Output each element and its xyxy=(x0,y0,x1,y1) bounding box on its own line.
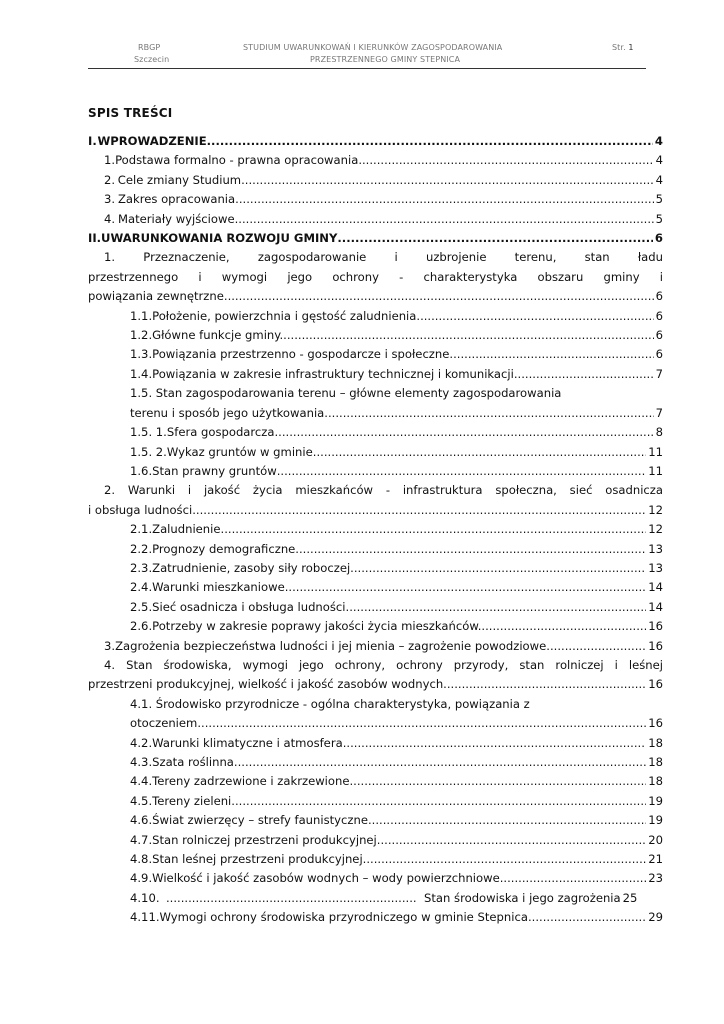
toc-entry-title: Stan prawny gruntów xyxy=(152,463,277,478)
toc-entry-title: Zakres opracowania xyxy=(117,192,236,207)
toc-entry-page: 12 xyxy=(648,522,663,537)
toc-entry[interactable] xyxy=(88,734,663,753)
toc-entry-page: 4 xyxy=(655,153,663,168)
toc-dot-leader xyxy=(349,772,646,791)
toc-entry-page: 16 xyxy=(648,619,663,634)
toc-dot-leader xyxy=(235,792,646,811)
page-header xyxy=(88,42,646,69)
toc-entry-title-line2: otoczeniem xyxy=(130,716,198,731)
toc-dot-leader xyxy=(337,229,653,248)
toc-entry-number: 1.5. 2. xyxy=(130,444,167,459)
toc-dot-leader xyxy=(275,423,654,442)
toc-dot-leader xyxy=(207,132,653,151)
toc-entry-title: Prognozy demograficzne. xyxy=(152,541,299,556)
toc-entry-title: Stan rolniczej przestrzeni produkcyjnej. xyxy=(152,832,381,847)
toc-entry[interactable] xyxy=(88,656,663,695)
toc-entry[interactable] xyxy=(88,811,663,830)
toc-entry-title: Tereny zieleni. xyxy=(152,793,235,808)
toc-dot-leader xyxy=(228,287,654,306)
toc-entry-page: 6 xyxy=(654,231,663,246)
toc-entry-title: Położenie, powierzchnia i gęstość zaludnienia. xyxy=(152,308,421,323)
toc-entry-title: Cele zmiany Studium xyxy=(117,172,242,187)
toc-entry-title: WPROWADZENIE xyxy=(97,134,207,148)
toc-dot-leader xyxy=(166,889,416,908)
header-title-line1: STUDIUM UWARUNKOWAŃ I KIERUNKÓW ZAGOSPODAROWANIA xyxy=(243,43,503,52)
toc-entry-title: Podstawa formalno - prawna opracowania xyxy=(115,153,359,168)
toc-entry[interactable] xyxy=(88,345,663,364)
toc-entry-number: 1.4. xyxy=(130,366,153,381)
toc-entry-title: Wykaz gruntów w gminie xyxy=(166,444,313,459)
toc-entry-page: 5 xyxy=(655,192,663,207)
toc-dot-leader xyxy=(235,210,654,229)
header-page-label: Str. xyxy=(612,43,626,52)
toc-dot-leader xyxy=(358,151,653,170)
toc-entry-page: 19 xyxy=(648,793,663,808)
toc-entry-title: Stan środowiska i jego zagrożenia xyxy=(424,890,621,905)
toc-entry[interactable] xyxy=(88,772,663,791)
toc-entry[interactable] xyxy=(88,559,663,578)
toc-entry-title: Sfera gospodarcza xyxy=(166,425,275,440)
toc-entry-number: 4.10. xyxy=(130,890,160,905)
header-city: Szczecin xyxy=(134,55,170,64)
toc-entry-page: 25 xyxy=(622,890,638,905)
toc-entry-number: 2.3. xyxy=(130,560,153,575)
toc-entry-page: 7 xyxy=(655,405,663,420)
toc-entry-title-line1: 4.1. Środowisko przyrodnicze - ogólna charakterystyka, powiązania z xyxy=(130,696,530,711)
toc-entry-page: 11 xyxy=(648,463,663,478)
toc-entry-number: 1.3. xyxy=(130,347,153,362)
toc-dot-leader xyxy=(349,598,646,617)
toc-entry-page: 16 xyxy=(648,638,663,653)
toc-entry[interactable] xyxy=(88,869,663,888)
toc-dot-leader xyxy=(380,831,646,850)
toc-entry-title: Powiązania przestrzenno - gospodarcze i społeczne. xyxy=(152,347,454,362)
toc-entry-page: 8 xyxy=(655,425,663,440)
toc-entry[interactable] xyxy=(88,481,663,520)
toc-dot-leader xyxy=(196,501,646,520)
toc-entry-number: 1.5. 1. xyxy=(130,425,167,440)
toc-dot-leader xyxy=(518,365,654,384)
toc-dot-leader xyxy=(447,675,646,694)
toc-entry-number: 4.5. xyxy=(130,793,153,808)
toc-dot-leader xyxy=(368,811,646,830)
toc-dot-leader xyxy=(224,520,646,539)
toc-entry[interactable] xyxy=(88,792,663,811)
toc-entry-title: Zagrożenia bezpieczeństwa ludności i jej mienia – zagrożenie powodziowe xyxy=(115,638,547,653)
toc-entry-page: 4 xyxy=(654,134,663,148)
toc-dot-leader xyxy=(481,617,646,636)
toc-entry-number: 4.4. xyxy=(130,774,153,789)
toc-entry[interactable] xyxy=(88,384,663,423)
toc-dot-leader xyxy=(328,404,654,423)
toc-dot-leader xyxy=(346,734,646,753)
toc-entry-title-line2: i obsługa ludności. xyxy=(88,502,196,517)
toc-entry[interactable] xyxy=(88,540,663,559)
toc-dot-leader xyxy=(528,908,646,927)
toc-entry[interactable] xyxy=(88,248,663,306)
toc-entry[interactable] xyxy=(88,908,663,927)
toc-entry-title: Zatrudnienie, zasoby siły roboczej. xyxy=(152,560,354,575)
toc-entry-page: 23 xyxy=(648,871,663,886)
toc-entry-title: Sieć osadnicza i obsługa ludności. xyxy=(152,599,350,614)
toc-entry-page: 18 xyxy=(648,735,663,750)
toc-entry-title-line2: przestrzennego i wymogi jego ochrony - charakterystyka obszaru gminy i xyxy=(88,269,663,284)
toc-dot-leader xyxy=(197,714,646,733)
toc-dot-leader xyxy=(546,637,646,656)
toc-entry-number: 4.9. xyxy=(130,871,153,886)
toc-entry[interactable] xyxy=(88,210,663,229)
toc-entry[interactable] xyxy=(88,132,663,151)
toc-dot-leader xyxy=(354,559,646,578)
toc-entry[interactable] xyxy=(88,753,663,772)
toc-entry-title: Warunki mieszkaniowe. xyxy=(152,580,289,595)
toc-entry[interactable] xyxy=(88,637,663,656)
header-org: RBGP xyxy=(138,43,161,52)
toc-entry-number: 1.2. xyxy=(130,328,153,343)
toc-entry-page: 11 xyxy=(648,444,663,459)
toc-entry-page: 16 xyxy=(648,716,663,731)
toc-entry-number: 3. xyxy=(104,638,116,653)
toc-dot-leader xyxy=(241,171,654,190)
toc-entry-number: II. xyxy=(88,231,102,246)
toc-entry-number: 4.3. xyxy=(130,755,153,769)
toc-entry[interactable] xyxy=(88,365,663,384)
toc-entry[interactable] xyxy=(88,578,663,597)
toc-entry-page: 13 xyxy=(648,560,663,575)
toc-entry-page: 14 xyxy=(648,599,663,614)
toc-entry-page: 13 xyxy=(648,541,663,556)
toc-entry-number: 3. xyxy=(104,192,116,207)
toc-dot-leader xyxy=(313,443,646,462)
toc-entry-number: I. xyxy=(88,134,97,148)
toc-entry-title: UWARUNKOWANIA ROZWOJU GMINY xyxy=(101,231,338,246)
toc-entry-title: Wielkość i jakość zasobów wodnych – wody powierzchniowe xyxy=(152,871,500,886)
toc-entry-title: Tereny zadrzewione i zakrzewione xyxy=(152,774,350,789)
toc-entry-title-line2: przestrzeni produkcyjnej, wielkość i jakość zasobów wodnych. xyxy=(88,677,447,692)
toc-title: SPIS TREŚCI xyxy=(88,106,173,120)
toc-dot-leader xyxy=(453,345,654,364)
toc-entry[interactable] xyxy=(88,831,663,850)
toc-entry-number: 2.5. xyxy=(130,599,153,614)
toc-entry-number: 2. xyxy=(104,172,116,187)
toc-entry[interactable] xyxy=(88,171,663,190)
toc-entry-number: 4.8. xyxy=(130,852,153,867)
toc-entry-title: Materiały wyjściowe xyxy=(117,211,235,226)
header-page-number xyxy=(612,42,634,53)
toc-entry-page: 7 xyxy=(655,366,663,381)
toc-entry-number: 4.2. xyxy=(130,735,153,750)
toc-entry[interactable] xyxy=(88,190,663,209)
toc-entry-number: 2.6. xyxy=(130,619,153,634)
toc-entry-title-line2: terenu i sposób jego użytkowania. xyxy=(130,405,328,420)
toc-entry[interactable] xyxy=(88,889,663,908)
toc-entry[interactable] xyxy=(88,695,663,734)
toc-entry-number: 2.1. xyxy=(130,522,153,537)
toc-entry-number: 4.7. xyxy=(130,832,153,847)
toc-entry-title: Szata roślinna. xyxy=(152,755,238,769)
toc-dot-leader xyxy=(420,307,654,326)
toc-dot-leader xyxy=(366,850,646,869)
toc-entry-title: Powiązania w zakresie infrastruktury technicznej i komunikacji. xyxy=(152,366,518,381)
toc-entry-page: 5 xyxy=(655,211,663,226)
toc-entry[interactable] xyxy=(88,598,663,617)
toc-entry-page: 14 xyxy=(648,580,663,595)
toc-entry[interactable] xyxy=(88,151,663,170)
toc-entry[interactable] xyxy=(88,443,663,462)
toc-entry[interactable] xyxy=(88,307,663,326)
toc-entry-title-line1: 1. Przeznaczenie, zagospodarowanie i uzbrojenie terenu, stan ładu xyxy=(104,250,663,265)
header-page-value: 1 xyxy=(628,43,634,52)
toc-entry-title-line1: 4. Stan środowiska, wymogi jego ochrony, ochrony przyrody, stan rolniczej i leśnej xyxy=(104,657,663,672)
toc-dot-leader xyxy=(283,326,653,345)
toc-entry[interactable] xyxy=(88,850,663,869)
toc-entry-page: 12 xyxy=(648,502,663,517)
toc-dot-leader xyxy=(299,540,646,559)
toc-entry-page: 16 xyxy=(648,677,663,692)
toc-entry[interactable] xyxy=(88,423,663,442)
toc-entry-page: 6 xyxy=(655,308,663,323)
toc-entry-number: 1.6. xyxy=(130,463,153,478)
toc-entry-title: Wymogi ochrony środowiska przyrodniczego w gminie Stepnica xyxy=(159,910,528,925)
toc-dot-leader xyxy=(235,190,653,209)
toc-dot-leader xyxy=(277,462,647,481)
toc-entry-page: 6 xyxy=(655,328,663,343)
toc-entry-title: Warunki klimatyczne i atmosfera. xyxy=(152,735,347,750)
toc-entry-page: 18 xyxy=(648,755,663,769)
header-title-line2: PRZESTRZENNEGO GMINY STEPNICA xyxy=(310,55,461,64)
toc-entry-page: 6 xyxy=(655,347,663,362)
toc-entry-title: Stan leśnej przestrzeni produkcyjnej. xyxy=(152,852,367,867)
toc-entry-number: 2.2. xyxy=(130,541,153,556)
toc-entry-number: 4.11. xyxy=(130,910,160,925)
table-of-contents xyxy=(88,132,663,928)
toc-entry-number: 1. xyxy=(104,153,116,168)
toc-entry[interactable] xyxy=(88,462,663,481)
toc-entry-page: 20 xyxy=(648,832,663,847)
toc-entry[interactable] xyxy=(88,326,663,345)
toc-entry-page: 18 xyxy=(648,774,663,789)
toc-entry[interactable] xyxy=(88,229,663,248)
toc-entry-title-line3: powiązania zewnętrzne. xyxy=(88,289,228,304)
toc-entry-number: 4.6. xyxy=(130,813,153,828)
toc-entry-number: 2.4. xyxy=(130,580,153,595)
toc-entry-number: 1.1. xyxy=(130,308,153,323)
toc-entry-number: 4. xyxy=(104,211,116,226)
toc-entry-page: 19 xyxy=(648,813,663,828)
toc-entry-page: 6 xyxy=(655,289,663,304)
toc-entry-title: Zaludnienie. xyxy=(152,522,225,537)
toc-entry-title-line1: 1.5. Stan zagospodarowania terenu – główne elementy zagospodarowania xyxy=(130,386,562,401)
toc-dot-leader xyxy=(238,753,647,772)
toc-entry-title: Potrzeby w zakresie poprawy jakości życia mieszkańców. xyxy=(152,619,482,634)
toc-entry-page: 21 xyxy=(648,852,663,867)
toc-entry[interactable] xyxy=(88,617,663,636)
toc-entry-title: Świat zwierzęcy – strefy faunistyczne xyxy=(152,813,368,828)
toc-entry[interactable] xyxy=(88,520,663,539)
toc-dot-leader xyxy=(288,578,646,597)
toc-dot-leader xyxy=(500,869,647,888)
toc-entry-page: 4 xyxy=(655,172,663,187)
toc-entry-title: Główne funkcje gminy. xyxy=(152,328,284,343)
toc-entry-title-line1: 2. Warunki i jakość życia mieszkańców - infrastruktura społeczna, sieć osadnicza xyxy=(104,483,663,498)
toc-entry-page: 29 xyxy=(648,910,663,925)
